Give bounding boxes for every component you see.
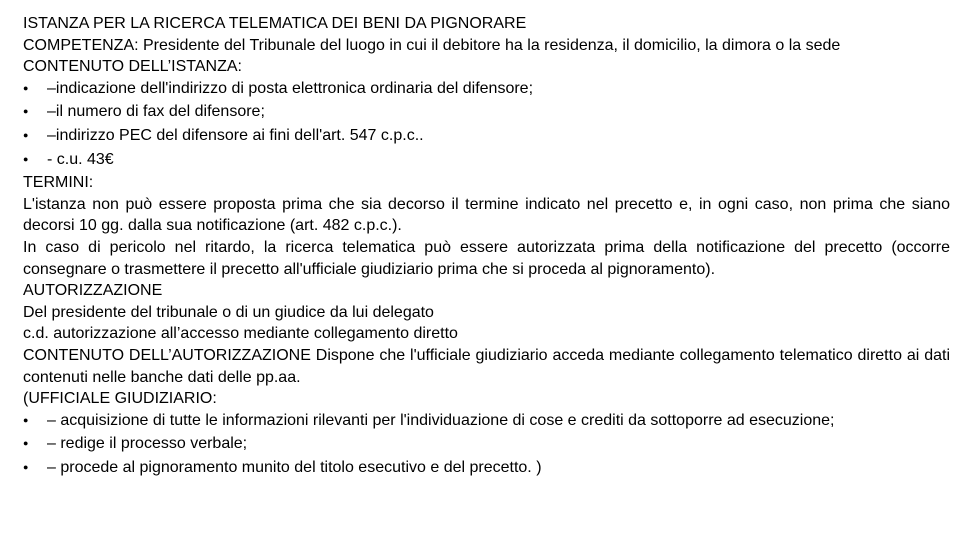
list-item	[23, 433, 950, 457]
list-item	[23, 149, 950, 173]
autorizzazione-line: Del presidente del tribunale o di un giudice da lui delegato	[23, 303, 434, 321]
autorizzazione-line: c.d. autorizzazione all’accesso mediante collegamento diretto	[23, 325, 458, 343]
list-item	[23, 101, 950, 125]
bullet-icon: ●	[23, 414, 29, 425]
bullet-icon: ●	[23, 153, 29, 164]
list-item-text: – acquisizione di tutte le informazioni rilevanti per l'individuazione di cose e crediti da sottoporre ad esecuzione;	[47, 411, 835, 429]
list-item	[23, 78, 950, 102]
bullet-icon: ●	[23, 461, 29, 472]
contenuto-istanza-heading: CONTENUTO DELL’ISTANZA:	[23, 58, 242, 76]
bullet-icon: ●	[23, 438, 29, 449]
pericolo-paragraph: In caso di pericolo nel ritardo, la ricerca telematica può essere autorizzata prima della notificazione del precetto (occorre consegnare o trasmettere il precetto all'ufficiale giudiziario prima che si proceda al pignoramento).	[23, 238, 950, 278]
competenza-line: COMPETENZA: Presidente del Tribunale del luogo in cui il debitore ha la residenza, il domicilio, la dimora o la sede	[23, 36, 841, 54]
list-item-text: –indicazione dell'indirizzo di posta elettronica ordinaria del difensore;	[47, 79, 534, 97]
list-item	[23, 125, 950, 149]
ufficiale-heading: (UFFICIALE GIUDIZIARIO:	[23, 390, 217, 408]
termini-heading: TERMINI:	[23, 174, 94, 192]
document-title: ISTANZA PER LA RICERCA TELEMATICA DEI BENI DA PIGNORARE	[23, 15, 527, 32]
list-item	[23, 457, 950, 481]
autorizzazione-heading: AUTORIZZAZIONE	[23, 282, 163, 300]
bullet-icon: ●	[23, 106, 29, 117]
list-item-text: – redige il processo verbale;	[47, 435, 248, 453]
list-item-text: – procede al pignoramento munito del titolo esecutivo e del precetto. )	[47, 458, 542, 476]
bullet-icon: ●	[23, 129, 29, 140]
list-item-text: - c.u. 43€	[47, 150, 114, 168]
list-item-text: –il numero di fax del difensore;	[47, 103, 265, 121]
bullet-icon: ●	[23, 82, 29, 93]
list-item-text: –indirizzo PEC del difensore ai fini dell'art. 547 c.p.c..	[47, 126, 424, 144]
document-body	[23, 13, 950, 480]
list-item	[23, 410, 950, 434]
contenuto-autorizzazione-paragraph: CONTENUTO DELL’AUTORIZZAZIONE Dispone che l'ufficiale giudiziario acceda mediante collegamento telematico diretto ai dati contenuti nelle banche dati delle pp.aa.	[23, 346, 950, 386]
termini-paragraph: L'istanza non può essere proposta prima che sia decorso il termine indicato nel precetto e, in ogni caso, non prima che siano decorsi 10 gg. dalla sua notificazione (art. 482 c.p.c.).	[23, 195, 950, 235]
